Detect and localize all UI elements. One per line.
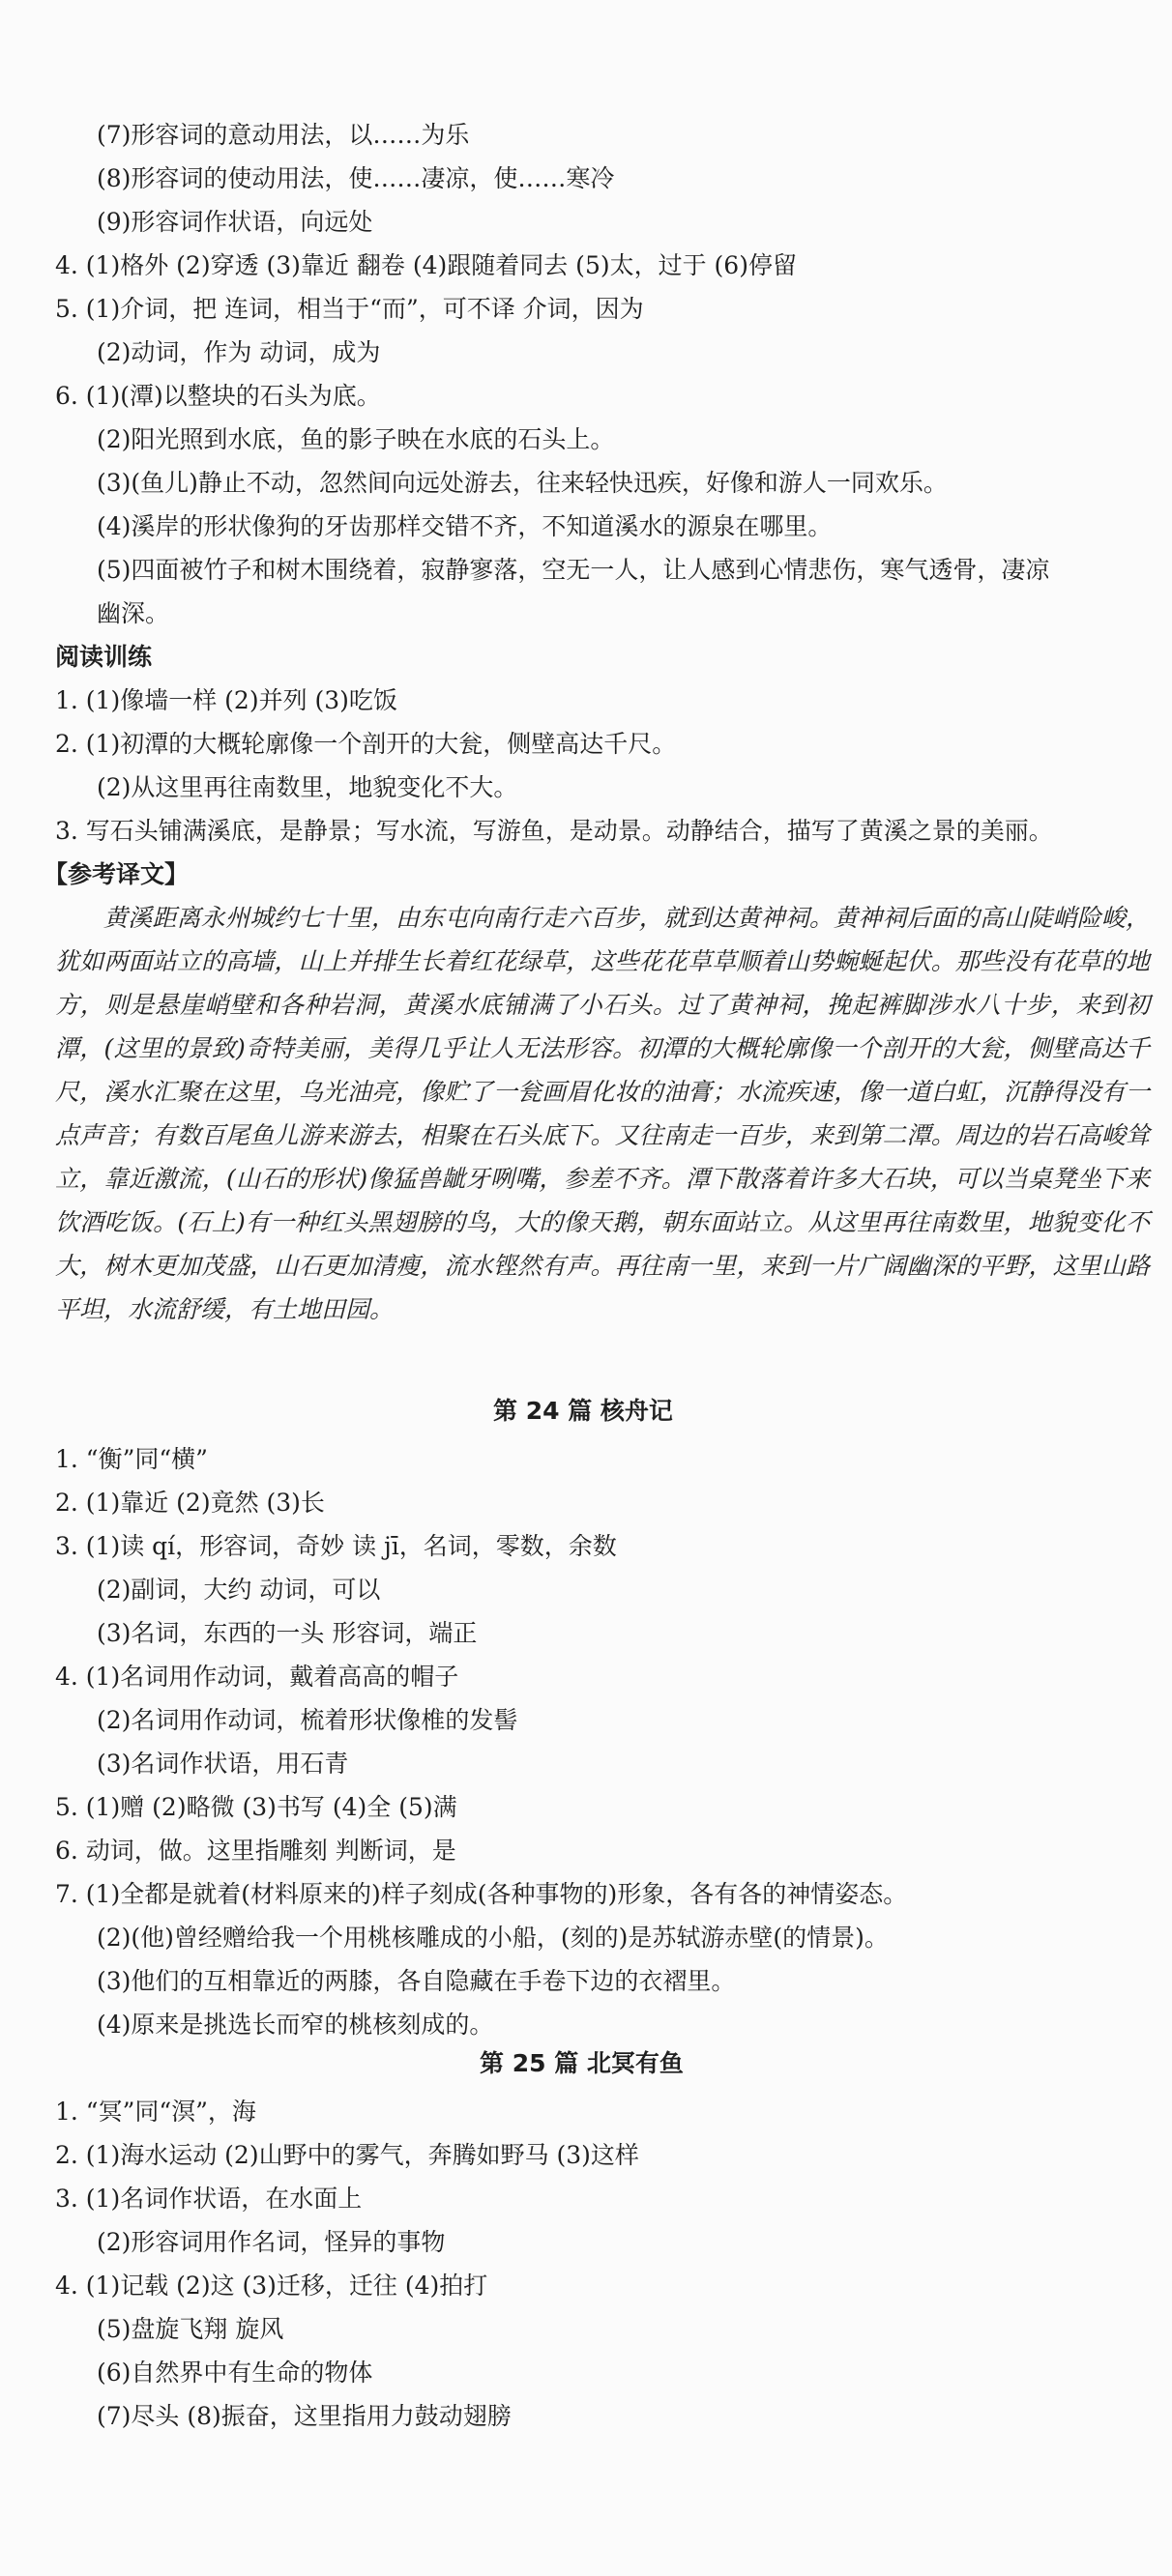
answer-line: 2. (1)海水运动 (2)山野中的雾气，奔腾如野马 (3)这样 [55, 2141, 639, 2169]
answer-line: (7)尽头 (8)振奋，这里指用力鼓动翅膀 [97, 2402, 512, 2430]
answer-line: 6. 动词，做。这里指雕刻 判断词，是 [55, 1837, 456, 1865]
answer-line: 1. “衡”同“横” [55, 1445, 208, 1473]
answer-line: 7. (1)全都是就着(材料原来的)样子刻成(各种事物的)形象，各有各的神情姿态。 [55, 1880, 908, 1908]
answer-line: 5. (1)介词，把 连词，相当于“而”，可不译 介词，因为 [55, 295, 644, 323]
answer-line: 1. (1)像墙一样 (2)并列 (3)吃饭 [55, 686, 397, 714]
answer-line: 3. (1)读 qí，形容词，奇妙 读 jī，名词，零数，余数 [55, 1532, 617, 1560]
answer-line: (2)从这里再往南数里，地貌变化不大。 [97, 773, 518, 801]
answer-line: 4. (1)名词用作动词，戴着高高的帽子 [55, 1663, 459, 1691]
answer-line: (2)阳光照到水底，鱼的影子映在水底的石头上。 [97, 425, 615, 453]
answer-line: (4)溪岸的形状像狗的牙齿那样交错不齐，不知道溪水的源泉在哪里。 [97, 512, 833, 540]
answer-line: 3. (1)名词作状语，在水面上 [55, 2185, 363, 2213]
reference-translation: 黄溪距离永州城约七十里，由东屯向南行走六百步，就到达黄神祠。黄神祠后面的高山陡峭险峻，犹如两面站立的高墙，山上并排生长着红花绿草，这些花花草草顺着山势蜿蜒起伏。那些没有花草的地方，则是悬崖峭壁和各种岩洞，黄溪水底铺满了小石头。过了黄神祠，挽起裤脚涉水八十步，来到初潭，(这里的景致)奇特美丽，美得几乎让人无法形容。初潭的大概轮廓像一个剖开的大瓮，侧壁高达千尺，溪水汇聚在这里，乌光油亮，像贮了一瓮画眉化妆的油膏；水流疾速，像一道白虹，沉静得没有一点声音；有数百尾鱼儿游来游去，相聚在石头底下。又往南走一百步，来到第二潭。周边的岩石高峻耸立，靠近激流，(山石的形状)像猛兽龇牙咧嘴，参差不齐。潭下散落着许多大石块，可以当桌凳坐下来饮酒吃饭。(石上)有一种红头黑翅膀的鸟，大的像天鹅，朝东面站立。从这里再往南数里，地貌变化不大，树木更加茂盛，山石更加清瘦，流水铿然有声。再往南一里，来到一片广阔幽深的平野，这里山路平坦，水流舒缓，有土地田园。 [55, 904, 1150, 1323]
section-heading: 阅读训练 [55, 643, 153, 671]
answer-line: (2)动词，作为 动词，成为 [97, 338, 381, 366]
answer-line: (3)(鱼儿)静止不动，忽然间向远处游去，往来轻快迅疾，好像和游人一同欢乐。 [97, 469, 948, 497]
answer-line: (9)形容词作状语，向远处 [97, 208, 373, 236]
section-title-24: 第 24 篇 核舟记 [493, 1397, 673, 1425]
answer-line: 1. “冥”同“溟”，海 [55, 2098, 256, 2126]
answer-line: (4)原来是挑选长而窄的桃核刻成的。 [97, 2011, 494, 2039]
answer-line: (2)副词，大约 动词，可以 [97, 1576, 381, 1604]
answer-line: (8)形容词的使动用法，使……凄凉，使……寒冷 [97, 164, 615, 192]
answer-line: (2)形容词用作名词，怪异的事物 [97, 2228, 446, 2256]
answer-line: 4. (1)记载 (2)这 (3)迁移，迁往 (4)拍打 [55, 2272, 488, 2300]
answer-line: (3)他们的互相靠近的两膝，各自隐藏在手卷下边的衣褶里。 [97, 1967, 736, 1995]
answer-line: 6. (1)(潭)以整块的石头为底。 [55, 382, 381, 410]
answer-line: (5)盘旋飞翔 旋风 [97, 2315, 284, 2343]
answer-line: (3)名词作状语，用石青 [97, 1750, 349, 1778]
answer-line: 幽深。 [97, 599, 170, 627]
answer-line: 2. (1)初潭的大概轮廓像一个剖开的大瓮，侧壁高达千尺。 [55, 730, 677, 758]
answer-line: 4. (1)格外 (2)穿透 (3)靠近 翻卷 (4)跟随着同去 (5)太，过于 (6)停留 [55, 251, 797, 279]
section-heading: 【参考译文】 [44, 860, 190, 888]
answer-line: (2)(他)曾经赠给我一个用桃核雕成的小船，(刻的)是苏轼游赤壁(的情景)。 [97, 1924, 889, 1952]
answer-line: 3. 写石头铺满溪底，是静景；写水流，写游鱼，是动景。动静结合，描写了黄溪之景的美丽。 [55, 817, 1053, 845]
answer-line: (5)四面被竹子和树木围绕着，寂静寥落，空无一人，让人感到心情悲伤，寒气透骨，凄凉 [97, 556, 1050, 584]
answer-line: (7)形容词的意动用法，以……为乐 [97, 121, 470, 149]
answer-line: (3)名词，东西的一头 形容词，端正 [97, 1619, 478, 1647]
section-title-25: 第 25 篇 北冥有鱼 [480, 2049, 684, 2077]
answer-line: 2. (1)靠近 (2)竟然 (3)长 [55, 1489, 325, 1517]
answer-line: (6)自然界中有生命的物体 [97, 2359, 373, 2387]
answer-line: 5. (1)赠 (2)略微 (3)书写 (4)全 (5)满 [55, 1793, 457, 1821]
answer-line: (2)名词用作动词，梳着形状像椎的发髻 [97, 1706, 518, 1734]
